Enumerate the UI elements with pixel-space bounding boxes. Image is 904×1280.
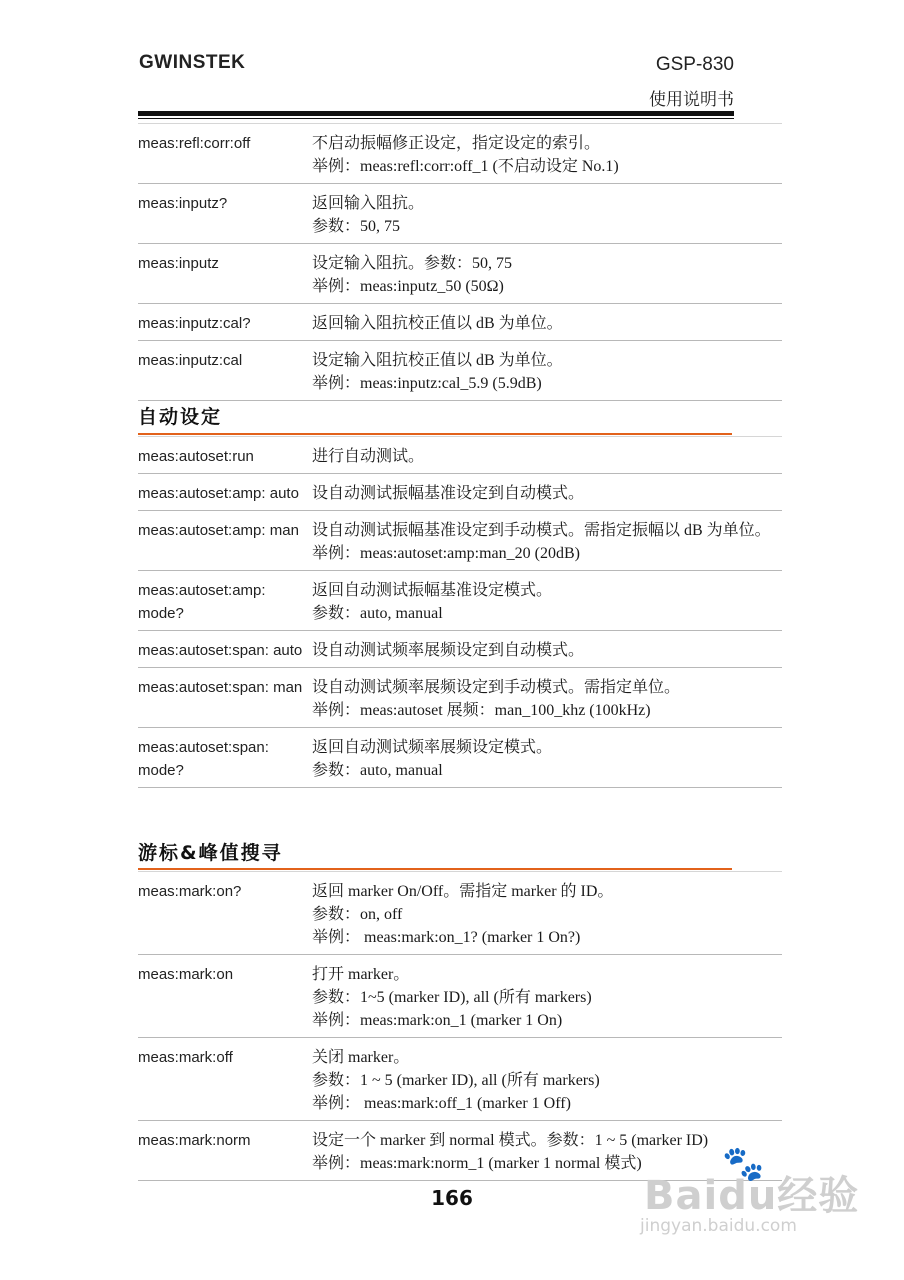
description-line: 举例：meas:inputz_50 (50Ω) (312, 278, 504, 295)
command-description (312, 676, 782, 722)
description-line: 参数：1~5 (marker ID), all (所有 markers) (312, 989, 592, 1006)
command-description (312, 963, 782, 1032)
table-row (138, 474, 782, 511)
table-row (138, 571, 782, 631)
command-description (312, 1046, 782, 1115)
description-line: 返回输入阻抗。 (312, 195, 425, 212)
command-name: meas:inputz (138, 255, 219, 272)
command-name: meas:autoset:run (138, 448, 254, 465)
description-line: 参数：1 ~ 5 (marker ID), all (所有 markers) (312, 1072, 600, 1089)
manual-subtitle: 使用说明书 (649, 90, 734, 110)
table-row (138, 244, 782, 304)
command-name: meas:mark:norm (138, 1132, 251, 1149)
command-description (312, 579, 782, 625)
description-line: 设定输入阻抗校正值以 dB 为单位。 (312, 352, 563, 369)
description-line: 举例： meas:mark:on_1? (marker 1 On?) (312, 929, 581, 946)
command-description (312, 349, 782, 395)
description-line: 设自动测试振幅基准设定到手动模式。需指定振幅以 dB 为单位。 (312, 522, 771, 539)
watermark-url: jingyan.baidu.com (640, 1216, 797, 1236)
command-description (312, 192, 782, 238)
description-line: 举例：meas:mark:on_1 (marker 1 On) (312, 1012, 563, 1029)
command-description (312, 312, 782, 335)
command-description (312, 519, 782, 565)
command-table-autoset (138, 436, 782, 788)
command-description (312, 252, 782, 298)
command-description (312, 132, 782, 178)
command-description (312, 639, 782, 662)
description-line: 设定输入阻抗。参数：50, 75 (312, 255, 513, 272)
table-row (138, 955, 782, 1038)
table-row (138, 511, 782, 571)
table-row (138, 304, 782, 341)
table-row (138, 728, 782, 788)
description-line: 进行自动测试。 (312, 448, 425, 465)
section-heading-autoset: 自动设定 (138, 406, 223, 428)
section-heading-marker: 游标&峰值搜寻 (138, 842, 283, 864)
command-name: meas:autoset:amp: auto (138, 485, 299, 502)
description-line: 返回 marker On/Off。需指定 marker 的 ID。 (312, 883, 614, 900)
description-line: 打开 marker。 (312, 966, 410, 983)
description-line: 举例：meas:autoset:amp:man_20 (20dB) (312, 545, 580, 562)
description-line: 不启动振幅修正设定，指定设定的索引。 (312, 135, 601, 152)
command-name: meas:autoset:amp: man (138, 522, 299, 539)
description-line: 返回自动测试振幅基准设定模式。 (312, 582, 553, 599)
command-name: meas:autoset:span: auto (138, 642, 303, 659)
description-line: 参数：auto, manual (312, 605, 443, 622)
description-line: 举例：meas:inputz:cal_5.9 (5.9dB) (312, 375, 542, 392)
command-description (312, 482, 782, 505)
command-name: meas:inputz:cal (138, 352, 243, 369)
header-rule-thick (138, 111, 734, 116)
table-row (138, 668, 782, 728)
command-description (312, 736, 782, 782)
command-table-marker (138, 871, 782, 1181)
model-name: GSP-830 (655, 54, 734, 75)
description-line: 设自动测试频率展频设定到手动模式。需指定单位。 (312, 679, 681, 696)
command-name: meas:refl:corr:off (138, 135, 251, 152)
description-line: 举例： meas:mark:off_1 (marker 1 Off) (312, 1095, 571, 1112)
command-name: meas:autoset:span: man (138, 679, 303, 696)
table-row (138, 436, 782, 474)
watermark (640, 1138, 880, 1238)
section-rule-marker (138, 868, 732, 870)
description-line: 举例：meas:autoset 展频：man_100_khz (100kHz) (312, 702, 651, 719)
brand-logo: GWINSTEK (139, 52, 246, 73)
description-line: 参数：50, 75 (312, 218, 401, 235)
command-description (312, 445, 782, 468)
command-name: meas:inputz:cal? (138, 315, 251, 332)
command-name: meas:autoset:amp: mode? (138, 582, 266, 622)
command-name: meas:autoset:span: mode? (138, 739, 269, 779)
description-line: 返回输入阻抗校正值以 dB 为单位。 (312, 315, 563, 332)
command-name: meas:mark:on (138, 966, 234, 983)
table-row (138, 123, 782, 184)
description-line: 设自动测试频率展频设定到自动模式。 (312, 642, 585, 659)
command-name: meas:mark:off (138, 1049, 233, 1066)
description-line: 参数：auto, manual (312, 762, 443, 779)
table-row (138, 871, 782, 955)
description-line: 举例：meas:refl:corr:off_1 (不启动设定 No.1) (312, 158, 619, 175)
table-row (138, 631, 782, 668)
paw-icon: 🐾 (722, 1144, 765, 1184)
table-row (138, 184, 782, 244)
description-line: 关闭 marker。 (312, 1049, 410, 1066)
command-name: meas:inputz? (138, 195, 228, 212)
description-line: 设自动测试振幅基准设定到自动模式。 (312, 485, 585, 502)
table-row (138, 341, 782, 401)
section-rule-autoset (138, 433, 732, 435)
page-number: 166 (431, 1186, 473, 1210)
table-row (138, 1038, 782, 1121)
description-line: 设定一个 marker 到 normal 模式。参数：1 ~ 5 (marker ID) (312, 1132, 709, 1149)
command-table-measurement (138, 123, 782, 401)
header-rule-thin (138, 118, 734, 119)
description-line: 参数：on, off (312, 906, 403, 923)
description-line: 返回自动测试频率展频设定模式。 (312, 739, 553, 756)
watermark-brand: Baidu经验 (644, 1173, 860, 1219)
command-name: meas:mark:on? (138, 883, 242, 900)
command-description (312, 880, 782, 949)
description-line: 举例：meas:mark:norm_1 (marker 1 normal 模式) (312, 1155, 642, 1172)
